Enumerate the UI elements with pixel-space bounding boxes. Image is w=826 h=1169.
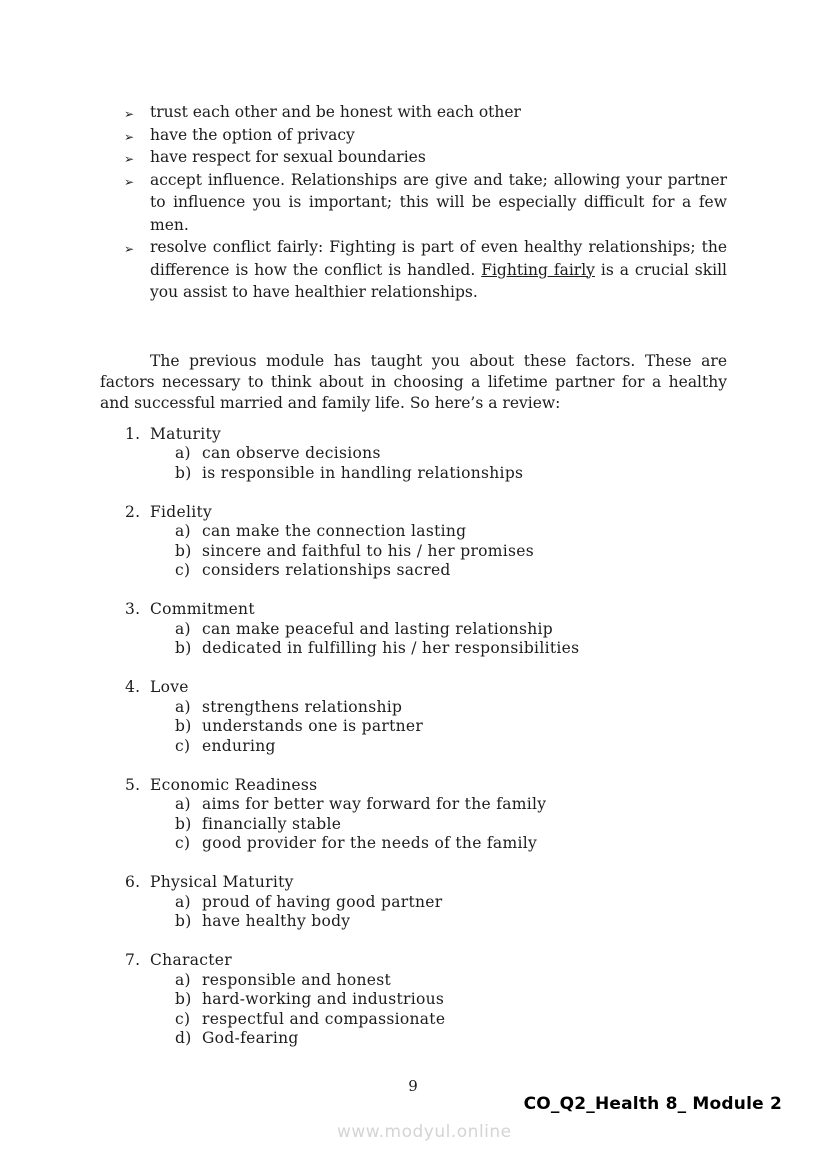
- sub-item-letter: a): [175, 444, 191, 462]
- sub-item-letter: b): [175, 990, 192, 1008]
- sub-item-text: can make peaceful and lasting relationship: [202, 619, 553, 638]
- factor-title: Economic Readiness: [150, 775, 318, 794]
- sub-item-letter: a): [175, 697, 191, 716]
- factor-sub-item: [100, 893, 727, 913]
- sub-item-letter: b): [175, 912, 192, 930]
- factor-sub-item: [100, 542, 727, 562]
- sub-item-letter: c): [175, 561, 191, 579]
- factor-title: Character: [150, 951, 232, 969]
- factor-heading: [100, 776, 727, 796]
- sub-item-text: can make the connection lasting: [202, 522, 467, 540]
- factor-sub-item: [100, 815, 727, 835]
- sub-item-text: have healthy body: [202, 912, 351, 930]
- bullet-item: [100, 236, 727, 304]
- factor-title: Physical Maturity: [150, 873, 294, 891]
- intro-paragraph: The previous module has taught you about these factors. These are factors necessary to think about in choosing a lifetime partner for a healthy and successful married and family life. So here’s a review:: [100, 351, 727, 412]
- sub-item-letter: a): [175, 522, 191, 540]
- factor-item: [100, 600, 727, 659]
- factor-number: 2.: [125, 502, 141, 521]
- factors-list: [100, 425, 727, 1049]
- factor-sub-item: [100, 464, 727, 484]
- sub-item-text: enduring: [202, 736, 276, 755]
- factor-sub-item: [100, 737, 727, 757]
- sub-item-letter: c): [175, 834, 191, 852]
- bullet-text: accept influence. Relationships are give and take; allowing your partner to influence you is important; this will be especially difficult for a few men.: [150, 170, 727, 234]
- page-number: 9: [408, 1077, 418, 1095]
- underlined-phrase: Fighting fairly: [481, 260, 595, 279]
- module-label: CO_Q2_Health 8_ Module 2: [523, 1094, 782, 1114]
- factor-title: Love: [150, 678, 189, 696]
- factor-sub-item: [100, 698, 727, 718]
- factor-sub-item: [100, 990, 727, 1010]
- sub-item-letter: b): [175, 639, 192, 657]
- factor-sub-item: [100, 717, 727, 737]
- sub-item-text: God-fearing: [202, 1029, 299, 1047]
- factor-sub-item: [100, 1029, 727, 1049]
- watermark: www.modyul.online: [337, 1122, 512, 1142]
- factor-number: 1.: [125, 424, 141, 443]
- sub-item-letter: b): [175, 463, 192, 482]
- bullet-text: have the option of privacy: [150, 125, 355, 144]
- sub-item-letter: a): [175, 970, 191, 989]
- sub-item-text: can observe decisions: [202, 444, 381, 462]
- factor-item: [100, 776, 727, 854]
- bullet-item: [100, 124, 727, 147]
- sub-item-text: strengthens relationship: [202, 697, 403, 716]
- sub-item-text: understands one is partner: [202, 717, 424, 735]
- sub-item-text: considers relationships sacred: [202, 561, 451, 579]
- factor-sub-item: [100, 912, 727, 932]
- factor-item: [100, 678, 727, 756]
- bullet-item: [100, 101, 727, 124]
- factor-heading: [100, 873, 727, 893]
- factor-title: Fidelity: [150, 502, 213, 521]
- arrow-bullet-icon: ➢: [124, 129, 135, 144]
- sub-item-letter: a): [175, 619, 191, 638]
- factor-number: 3.: [125, 600, 141, 618]
- factor-item: [100, 951, 727, 1049]
- factor-title: Commitment: [150, 600, 255, 618]
- factor-number: 7.: [125, 951, 141, 969]
- sub-item-letter: b): [175, 814, 192, 833]
- sub-item-letter: a): [175, 892, 191, 911]
- sub-item-text: responsible and honest: [202, 970, 391, 989]
- sub-item-text: sincere and faithful to his / her promises: [202, 541, 535, 560]
- arrow-bullet-icon: ➢: [124, 152, 135, 166]
- factor-sub-item: [100, 620, 727, 640]
- arrow-bullet-icon: ➢: [124, 107, 135, 121]
- arrow-bullet-icon: ➢: [124, 242, 135, 256]
- sub-item-text: aims for better way forward for the family: [202, 795, 547, 813]
- sub-item-text: financially stable: [202, 814, 342, 833]
- factor-sub-item: [100, 561, 727, 581]
- factor-sub-item: [100, 639, 727, 659]
- arrow-bullet-icon: ➢: [124, 174, 135, 189]
- factor-number: 4.: [125, 678, 141, 696]
- sub-item-letter: a): [175, 795, 191, 813]
- sub-item-letter: c): [175, 1009, 191, 1028]
- factor-sub-item: [100, 444, 727, 464]
- factor-number: 6.: [125, 873, 141, 891]
- factor-heading: [100, 425, 727, 445]
- bullet-text: resolve conflict fairly: Fighting is part of even healthy relationships; the difference is how the conflict is handled.: [150, 238, 727, 279]
- factor-heading: [100, 600, 727, 620]
- sub-item-text: good provider for the needs of the family: [202, 834, 538, 852]
- factor-heading: [100, 678, 727, 698]
- factor-item: [100, 873, 727, 932]
- factor-sub-item: [100, 522, 727, 542]
- sub-item-text: hard-working and industrious: [202, 990, 445, 1008]
- sub-item-text: proud of having good partner: [202, 892, 443, 911]
- factor-heading: [100, 951, 727, 971]
- factor-title: Maturity: [150, 424, 222, 443]
- sub-item-text: respectful and compassionate: [202, 1009, 446, 1028]
- factor-sub-item: [100, 971, 727, 991]
- sub-item-text: dedicated in fulfilling his / her responsibilities: [202, 639, 580, 657]
- sub-item-letter: d): [175, 1029, 192, 1047]
- sub-item-letter: b): [175, 717, 192, 735]
- factor-sub-item: [100, 834, 727, 854]
- sub-item-letter: c): [175, 736, 191, 755]
- sub-item-letter: b): [175, 541, 192, 560]
- factor-number: 5.: [125, 775, 141, 794]
- bullet-item: [100, 169, 727, 237]
- bullet-text: have respect for sexual boundaries: [150, 148, 426, 166]
- factor-heading: [100, 503, 727, 523]
- factor-item: [100, 503, 727, 581]
- factor-sub-item: [100, 1010, 727, 1030]
- bullet-text: trust each other and be honest with each other: [150, 103, 521, 121]
- factor-sub-item: [100, 795, 727, 815]
- bullet-text: is a crucial skill you assist to have healthier relationships.: [150, 260, 727, 301]
- page-content: [100, 101, 727, 1049]
- factor-item: [100, 425, 727, 484]
- bullet-list: [100, 101, 727, 304]
- sub-item-text: is responsible in handling relationships: [202, 463, 524, 482]
- bullet-item: [100, 146, 727, 169]
